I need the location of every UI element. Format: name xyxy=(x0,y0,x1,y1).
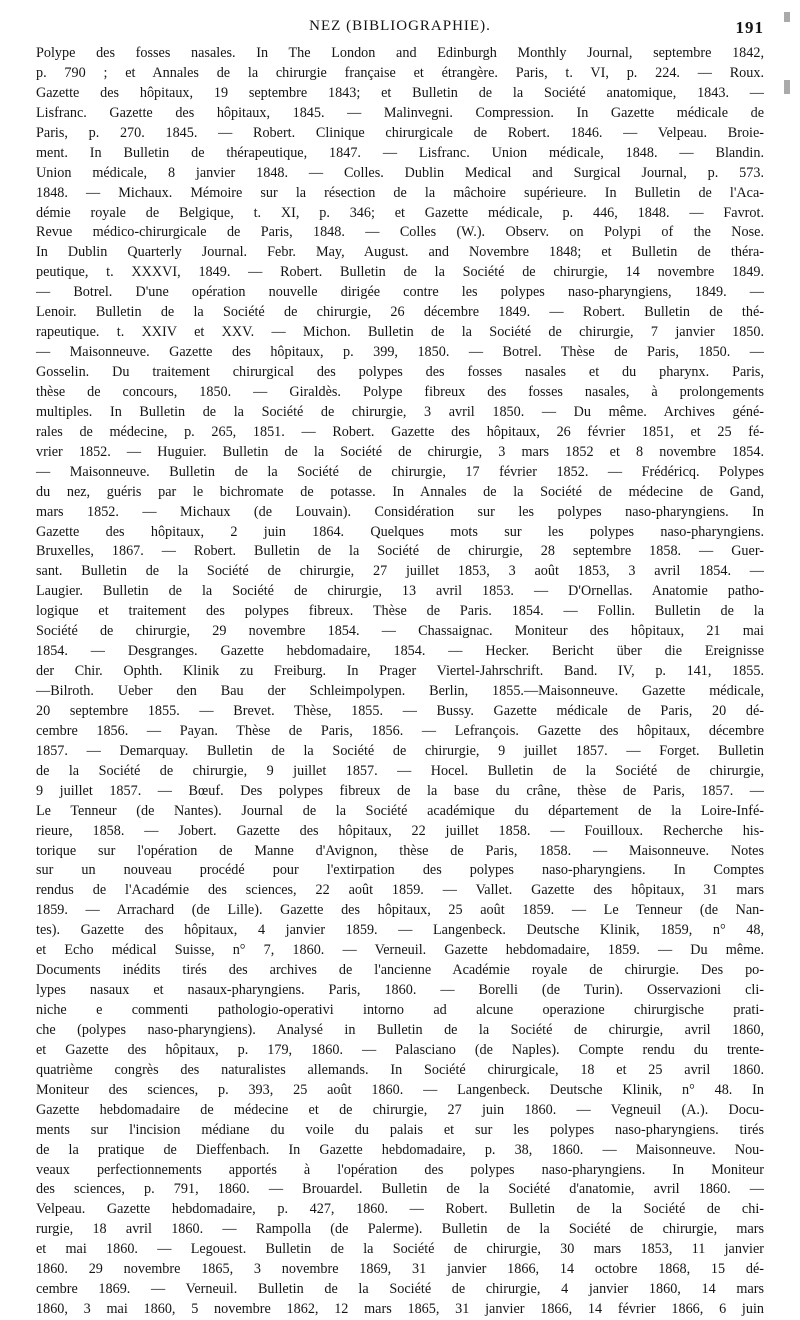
text-line: torique sur l'opération de Manne d'Avignon, thèse de Paris, 1858. — Maisonneuve. Notes xyxy=(36,842,764,859)
text-line: Velpeau. Gazette hebdomadaire, p. 427, 1860. — Robert. Bulletin de la Société de chi- xyxy=(36,1201,764,1218)
text-line: cembre 1869. — Verneuil. Bulletin de la Société de chirurgie, 4 janvier 1860, 14 mars xyxy=(36,1281,764,1298)
text-line: rendus de l'Académie des sciences, 22 août 1859. — Vallet. Gazette des hôpitaux, 31 mars xyxy=(36,882,764,899)
text-line: Gazette hebdomadaire de médecine et de chirurgie, 27 juin 1860. — Vegneuil (A.). Docu- xyxy=(36,1101,764,1118)
text-line: Gosselin. Du traitement chirurgical des polypes des fosses nasales et du pharynx. Paris, xyxy=(36,364,764,380)
text-line: 1859. — Arrachard (de Lille). Gazette des hôpitaux, 25 août 1859. — Le Tenneur (de Nan- xyxy=(36,902,764,919)
text-line: rales de médecine, p. 265, 1851. — Robert. Gazette des hôpitaux, 26 février 1851, et 25 fé- xyxy=(36,423,764,440)
text-line: Société de chirurgie, 29 novembre 1854. — Chassaignac. Moniteur des hôpitaux, 21 mai xyxy=(36,623,764,640)
text-line: et Gazette des hôpitaux, p. 179, 1860. — Palasciano (de Naples). Compte rendu du trente- xyxy=(36,1041,764,1058)
text-line: sur un nouveau procédé pour l'extirpation des polypes naso-pharyngiens. In Comptes xyxy=(36,862,764,879)
text-line: Moniteur des sciences, p. 393, 25 août 1860. — Langenbeck. Deutsche Klinik, n° 48. In xyxy=(36,1081,764,1098)
text-line: Lisfranc. Gazette des hôpitaux, 1845. — Malinvegni. Compression. In Gazette médicale de xyxy=(36,104,764,121)
text-line: Union médicale, 8 janvier 1848. — Colles. Dublin Medical and Surgical Journal, p. 573. xyxy=(36,164,764,181)
text-line: p. 790 ; et Annales de la chirurgie française et étrangère. Paris, t. VI, p. 224. — Roux. xyxy=(36,64,764,81)
text-line: de la pratique de Dieffenbach. In Gazette hebdomadaire, p. 38, 1860. — Maisonneuve. Nou- xyxy=(36,1141,764,1158)
text-line: Polype des fosses nasales. In The London and Edinburgh Monthly Journal, septembre 1842, xyxy=(36,45,764,61)
text-line: peutique, t. XXXVI, 1849. — Robert. Bulletin de la Société de chirurgie, 14 novembre 1849. xyxy=(36,264,764,281)
text-line: thèse de concours, 1850. — Giraldès. Polype fibreux des fosses nasales, à prolongements xyxy=(36,383,764,400)
text-line: démie royale de Belgique, t. XI, p. 346; et Gazette médicale, p. 446, 1848. — Favrot. xyxy=(36,204,764,221)
text-line: lypes nasaux et nasaux-pharyngiens. Paris, 1860. — Borelli (de Turin). Osservazioni cli- xyxy=(36,982,764,999)
text-line: Gazette des hôpitaux, 19 septembre 1843; et Bulletin de la Société anatomique, 1843. — xyxy=(36,84,764,101)
text-line: Bruxelles, 1867. — Robert. Bulletin de la Société de chirurgie, 28 septembre 1858. — Guer- xyxy=(36,543,764,560)
running-title: NEZ (BIBLIOGRAPHIE). xyxy=(309,18,491,34)
text-line: 1857. — Demarquay. Bulletin de la Société de chirurgie, 9 juillet 1857. — Forget. Bulletin xyxy=(36,742,764,759)
text-line: logique et traitement des polypes fibreux. Thèse de Paris. 1854. — Follin. Bulletin de la xyxy=(36,603,764,620)
text-line: et Echo médical Suisse, n° 7, 1860. — Verneuil. Gazette hebdomadaire, 1859. — Du même. xyxy=(36,942,764,959)
scan-mark xyxy=(784,80,790,94)
text-line: Documents inédits tirés des archives de l'ancienne Académie royale de chirurgie. Des po- xyxy=(36,962,764,979)
text-line: —Bilroth. Ueber den Bau der Schleimpolypen. Berlin, 1855.—Maisonneuve. Gazette médicale, xyxy=(36,683,764,699)
text-line: mars 1852. — Michaux (de Louvain). Considération sur les polypes naso-pharyngiens. In xyxy=(36,503,764,520)
text-line: — Maisonneuve. Gazette des hôpitaux, p. 399, 1850. — Botrel. Thèse de Paris, 1850. — xyxy=(36,344,764,361)
text-line: Le Tenneur (de Nantes). Journal de la Société académique du département de la Loire-Infé- xyxy=(36,802,764,819)
text-line: 1854. — Desgranges. Gazette hebdomadaire, 1854. — Hecker. Bericht über die Ereignisse xyxy=(36,643,764,660)
text-line: che (polypes naso-pharyngiens). Analysé in Bulletin de la Société de chirurgie, avril 1860, xyxy=(36,1021,764,1038)
text-line: Paris, p. 270. 1845. — Robert. Clinique chirurgicale de Robert. 1846. — Velpeau. Broie- xyxy=(36,124,764,141)
text-line: des sciences, p. 791, 1860. — Brouardel. Bulletin de la Société d'anatomie, avril 1860. — xyxy=(36,1181,764,1198)
text-line: ments sur l'incision médiane du voile du palais et sur les polypes naso-pharyngiens. tirés xyxy=(36,1121,764,1138)
text-line: Laugier. Bulletin de la Société de chirurgie, 13 avril 1853. — D'Ornellas. Anatomie patho- xyxy=(36,583,764,600)
text-line: — Maisonneuve. Bulletin de la Société de chirurgie, 17 février 1852. — Frédéricq. Polypes xyxy=(36,463,764,480)
text-line: du nez, guéris par le bichromate de potasse. In Annales de la Société de médecine de Gand, xyxy=(36,483,764,500)
text-line: rapeutique. t. XXIV et XXV. — Michon. Bulletin de la Société de chirurgie, 7 janvier 1850. xyxy=(36,324,764,341)
text-line: cembre 1856. — Payan. Thèse de Paris, 1856. — Lefrançois. Gazette des hôpitaux, décembre xyxy=(36,722,764,739)
text-line: der Chir. Ophth. Klinik zu Freiburg. In Prager Viertel-Jahrschrift. Band. IV, p. 141, 1855. xyxy=(36,663,764,680)
text-line: Revue médico-chirurgicale de Paris, 1848. — Colles (W.). Observ. on Polypi of the Nose. xyxy=(36,224,764,241)
text-line: quatrième congrès des naturalistes allemands. In Société chirurgicale, 18 et 25 avril 1860. xyxy=(36,1061,764,1078)
text-line: rurgie, 18 avril 1860. — Rampolla (de Palerme). Bulletin de la Société de chirurgie, mars xyxy=(36,1221,764,1238)
text-line: de la Société de chirurgie, 9 juillet 1857. — Hocel. Bulletin de la Société de chirurgie, xyxy=(36,762,764,779)
text-line: — Botrel. D'une opération nouvelle dirigée contre les polypes naso-pharyngiens, 1849. — xyxy=(36,284,764,301)
text-line: multiples. In Bulletin de la Société de chirurgie, 3 avril 1850. — Du même. Archives géné- xyxy=(36,403,764,420)
text-line: 9 juillet 1857. — Bœuf. Des polypes fibreux de la base du crâne, thèse de Paris, 1857. — xyxy=(36,782,764,799)
text-line: 1848. — Michaux. Mémoire sur la résection de la mâchoire supérieure. In Bulletin de l'Aca- xyxy=(36,184,764,201)
text-line: niche e commenti pathologio-operativi intorno ad alcune operazione chirurgische prati- xyxy=(36,1002,764,1018)
scan-mark xyxy=(784,12,790,22)
text-line: veaux perfectionnements apportés à l'opération des polypes naso-pharyngiens. In Moniteur xyxy=(36,1161,764,1178)
text-line: tes). Gazette des hôpitaux, 4 janvier 1859. — Langenbeck. Deutsche Klinik, 1859, n° 48, xyxy=(36,922,764,939)
text-line: 1860, 3 mai 1860, 5 novembre 1862, 12 mars 1865, 31 janvier 1866, 14 février 1866, 6 juin xyxy=(36,1301,764,1318)
text-line: 20 septembre 1855. — Brevet. Thèse, 1855. — Bussy. Gazette médicale de Paris, 20 dé- xyxy=(36,702,764,719)
text-line: Gazette des hôpitaux, 2 juin 1864. Quelques mots sur les polypes naso-pharyngiens. xyxy=(36,523,764,540)
bibliography-text xyxy=(36,44,764,1320)
text-line: rieure, 1858. — Jobert. Gazette des hôpitaux, 22 juillet 1858. — Fouilloux. Recherche his- xyxy=(36,822,764,839)
text-line: Lenoir. Bulletin de la Société de chirurgie, 26 décembre 1849. — Robert. Bulletin de thé- xyxy=(36,304,764,321)
text-line: vrier 1852. — Huguier. Bulletin de la Société de chirurgie, 3 mars 1852 et 8 novembre 1854. xyxy=(36,443,764,460)
text-line: 1860. 29 novembre 1865, 3 novembre 1869, 31 janvier 1866, 14 octobre 1868, 15 dé- xyxy=(36,1261,764,1278)
text-line: et mai 1860. — Legouest. Bulletin de la Société de chirurgie, 30 mars 1853, 11 janvier xyxy=(36,1241,764,1258)
page-number: 191 xyxy=(735,18,764,37)
text-line: ment. In Bulletin de thérapeutique, 1847. — Lisfranc. Union médicale, 1848. — Blandin. xyxy=(36,144,764,161)
running-header xyxy=(36,18,764,44)
text-line: sant. Bulletin de la Société de chirurgie, 27 juillet 1853, 3 août 1853, 3 avril 1854. — xyxy=(36,563,764,580)
text-line: In Dublin Quarterly Journal. Febr. May, August. and Novembre 1848; et Bulletin de théra- xyxy=(36,244,764,261)
